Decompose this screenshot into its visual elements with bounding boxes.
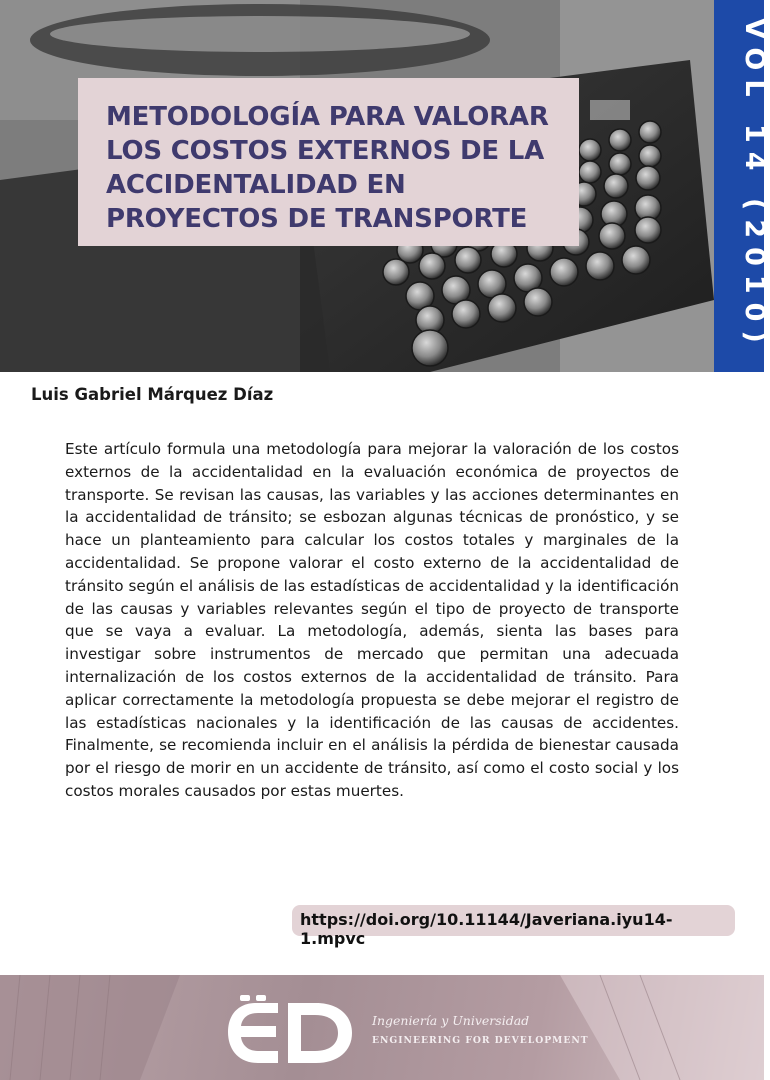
title-line: LOS COSTOS EXTERNOS DE LA <box>106 136 545 166</box>
title-line: PROYECTOS DE TRANSPORTE <box>106 204 528 234</box>
journal-name: Ingeniería y Universidad <box>372 1013 530 1028</box>
journal-subtitle: ENGINEERING FOR DEVELOPMENT <box>372 1035 589 1046</box>
author-name: Luis Gabriel Márquez Díaz <box>31 385 274 404</box>
volume-label: VOL 14 (2010) <box>739 18 770 352</box>
abstract-text: Este artículo formula una metodología para mejorar la valoración de los costos externos de la accidentalidad en la evaluación económica de proyectos de transporte. Se revisan las causas, las variables y las acciones determinantes en la accidentalidad de tránsito; se esbozan algunas técnicas de pronóstico, y se hace un planteamiento para calcular los costos totales y marginales de la accidentalidad. Se propone valorar el costo externo de la accidentalidad de tránsito según el análisis de las estadísticas de accidentalidad y la identificación de las causas y variables relevantes según el tipo de proyecto de transporte que se vaya a evaluar. La metodología, además, sienta las bases para investigar sobre instrumentos de mercado que permitan una adecuada internalización de los costos externos de la accidentalidad de tránsito. Para aplicar correctamente la metodología propuesta se debe mejorar el registro de las estadísticas nacionales y la identificación de las causas de accidentes. Finalmente, se recomienda incluir en el análisis la pérdida de bienestar causada por el riesgo de morir en un accidente de tránsito, así como el costo social y los costos morales causados por estas muertes. <box>65 440 679 800</box>
journal-logo-icon <box>226 995 356 1067</box>
article-title <box>78 78 579 246</box>
title-line: ACCIDENTALIDAD EN <box>106 170 406 200</box>
doi-link[interactable]: https://doi.org/10.11144/Javeriana.iyu14-1.mpvc <box>292 905 735 936</box>
title-line: METODOLOGÍA PARA VALORAR <box>106 102 549 132</box>
